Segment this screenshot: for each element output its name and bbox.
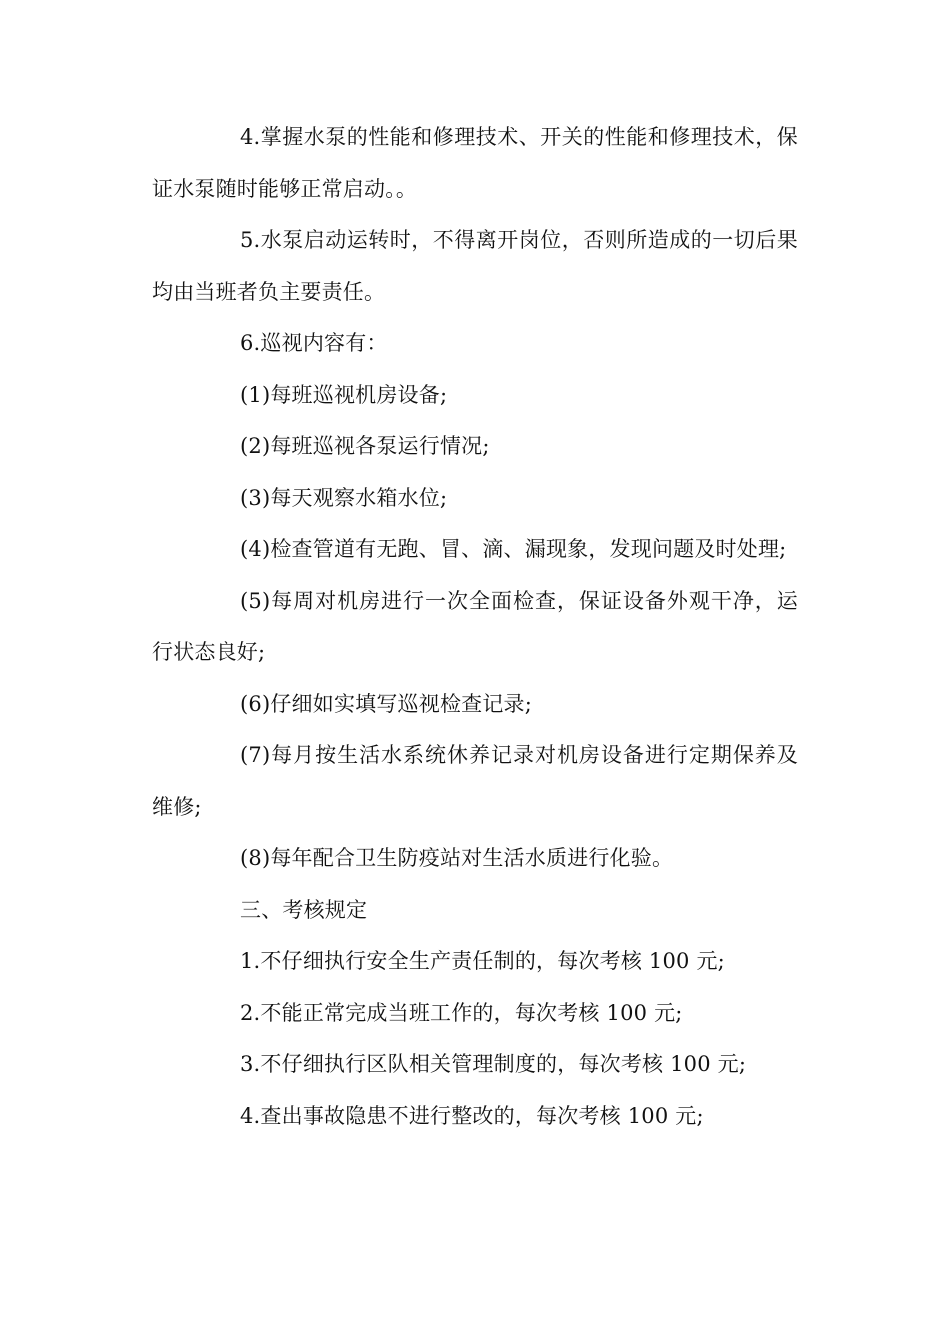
list-item: 1.不仔细执行安全生产责任制的，每次考核 100 元;	[240, 949, 725, 973]
list-item: (2)每班巡视各泵运行情况;	[240, 434, 490, 458]
list-item: (3)每天观察水箱水位;	[240, 485, 448, 510]
list-item: (4)检查管道有无跑、冒、滴、漏现象，发现问题及时处理;	[240, 537, 787, 561]
list-item: 2.不能正常完成当班工作的，每次考核 100 元;	[240, 1000, 683, 1025]
paragraph-inspection-heading: 6.巡视内容有：	[240, 331, 388, 355]
section-heading: 三、考核规定	[240, 897, 368, 922]
list-item: 3.不仔细执行区队相关管理制度的，每次考核 100 元;	[240, 1052, 747, 1076]
paragraph-pump-skills: 4.掌握水泵的性能和修理技术、开关的性能和修理技术，保证水泵随时能够正常启动。。	[152, 125, 798, 201]
list-item: (1)每班巡视机房设备;	[240, 382, 448, 407]
list-item: (6)仔细如实填写巡视检查记录;	[240, 691, 533, 716]
list-item: (5)每周对机房进行一次全面检查，保证设备外观干净，运行状态良好;	[152, 588, 798, 664]
list-item: (7)每月按生活水系统休养记录对机房设备进行定期保养及维修;	[152, 743, 798, 819]
list-item: (8)每年配合卫生防疫站对生活水质进行化验。	[240, 846, 674, 870]
document-body	[152, 112, 798, 1142]
paragraph-pump-operation: 5.水泵启动运转时，不得离开岗位，否则所造成的一切后果均由当班者负主要责任。	[152, 228, 798, 304]
list-item: 4.查出事故隐患不进行整改的，每次考核 100 元;	[240, 1103, 704, 1128]
